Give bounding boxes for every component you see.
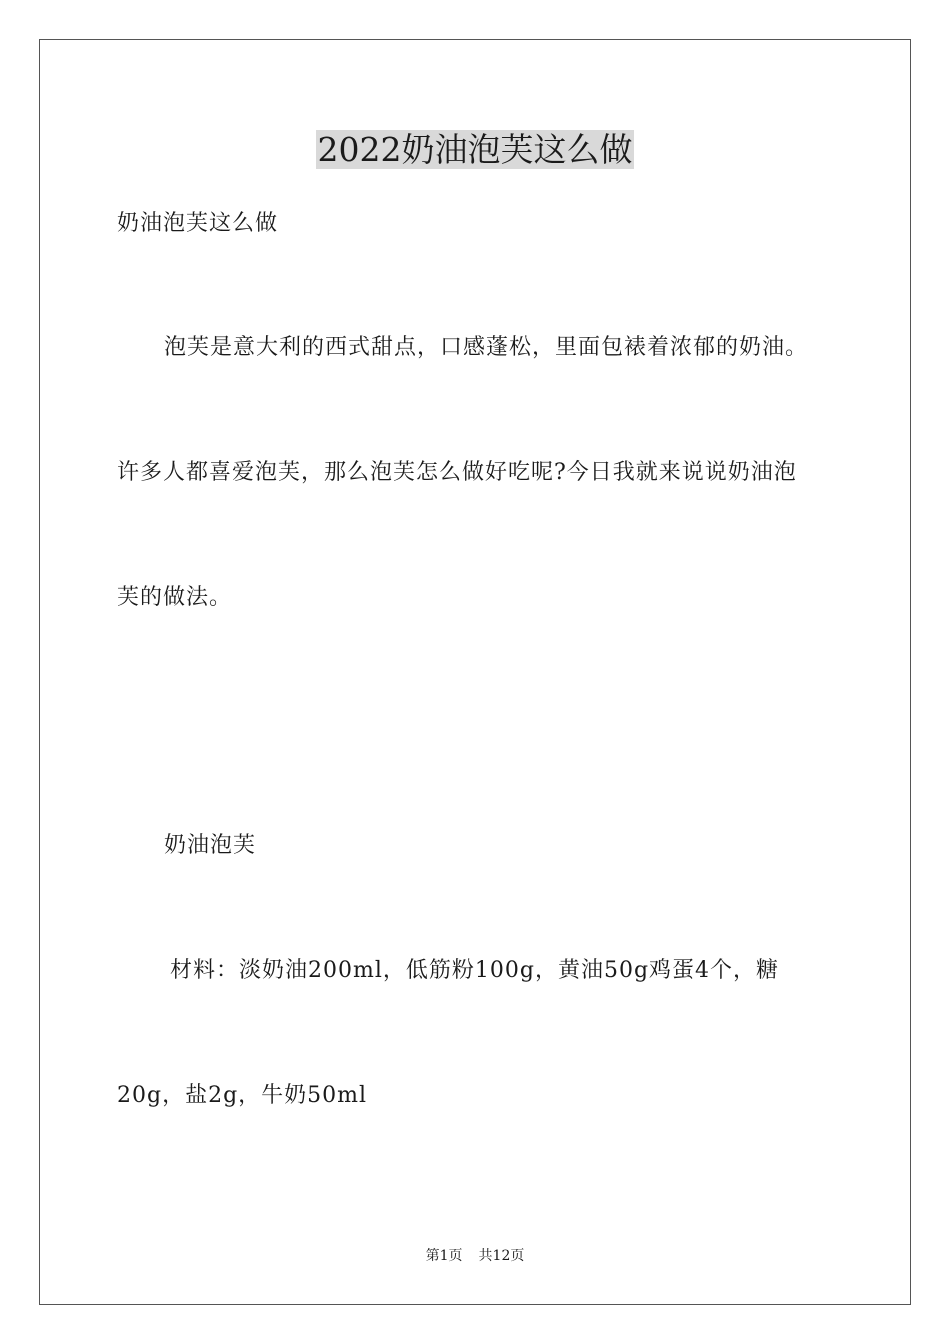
section-heading: 奶油泡芙 — [164, 833, 257, 858]
intro-line-1: 泡芙是意大利的西式甜点，口感蓬松，里面包裱着浓郁的奶油。 — [164, 335, 809, 360]
page-total: 共12页 — [478, 1248, 525, 1264]
ingredients-line-1: 材料：淡奶油200ml，低筋粉100g，黄油50g鸡蛋4个，糖 — [170, 958, 780, 983]
document-title-text: 2022奶油泡芙这么做 — [317, 130, 633, 169]
page-number: 第1页 — [425, 1248, 463, 1264]
intro-line-2: 许多人都喜爱泡芙，那么泡芙怎么做好吃呢?今日我就来说说奶油泡 — [117, 460, 797, 485]
subtitle: 奶油泡芙这么做 — [117, 211, 279, 236]
document-title — [0, 128, 950, 172]
ingredients-line-2: 20g，盐2g，牛奶50ml — [117, 1083, 368, 1108]
page-footer — [0, 1246, 950, 1266]
intro-line-3: 芙的做法。 — [117, 585, 233, 610]
